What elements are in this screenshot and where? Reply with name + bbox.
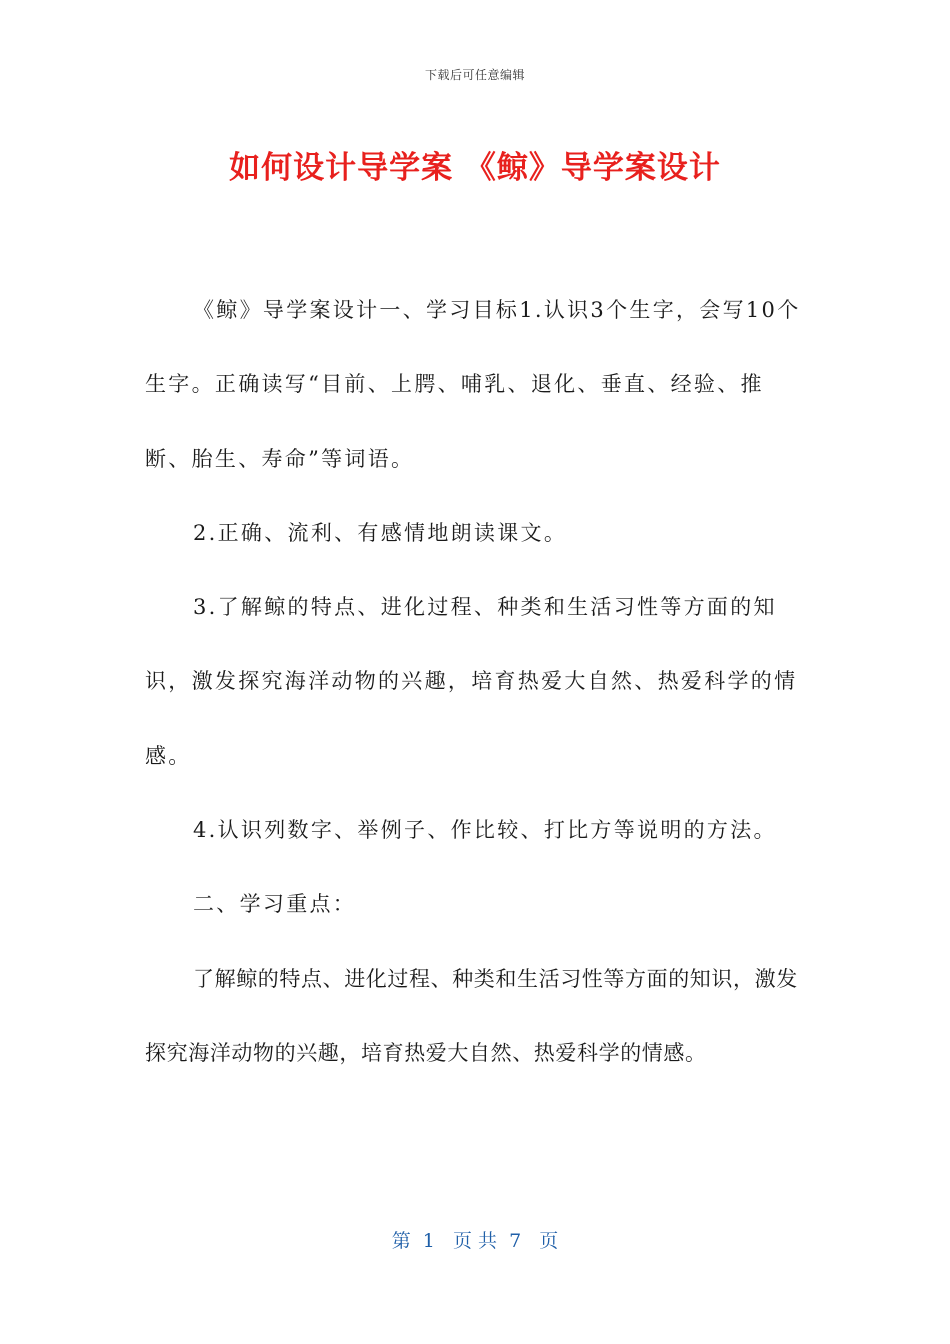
paragraph-objectives: 《鲸》导学案设计一、学习目标1.认识3个生字，会写10个生字。正确读写“目前、上腭、哺乳、退化、垂直、经验、推断、胎生、寿命”等词语。: [145, 298, 801, 471]
page-number-footer: 第 1 页 共 7 页: [391, 1230, 559, 1252]
paragraph-objective-3: 3.了解鲸的特点、进化过程、种类和生活习性等方面的知识，激发探究海洋动物的兴趣，培育热爱大自然、热爱科学的情感。: [145, 595, 798, 768]
section-heading-key-points: 二、学习重点：: [193, 892, 357, 917]
page-title: 如何设计导学案 《鲸》导学案设计: [229, 150, 721, 186]
document-body: [145, 273, 810, 1090]
paragraph-objective-4: 4.认识列数字、举例子、作比较、打比方等说明的方法。: [193, 818, 777, 843]
paragraph-objective-2: 2.正确、流利、有感情地朗读课文。: [193, 520, 568, 545]
header-note: 下载后可任意编辑: [424, 68, 525, 82]
paragraph-key-points: 了解鲸的特点、进化过程、种类和生活习性等方面的知识，激发探究海洋动物的兴趣，培育热爱大自然、热爱科学的情感。: [145, 966, 798, 1065]
